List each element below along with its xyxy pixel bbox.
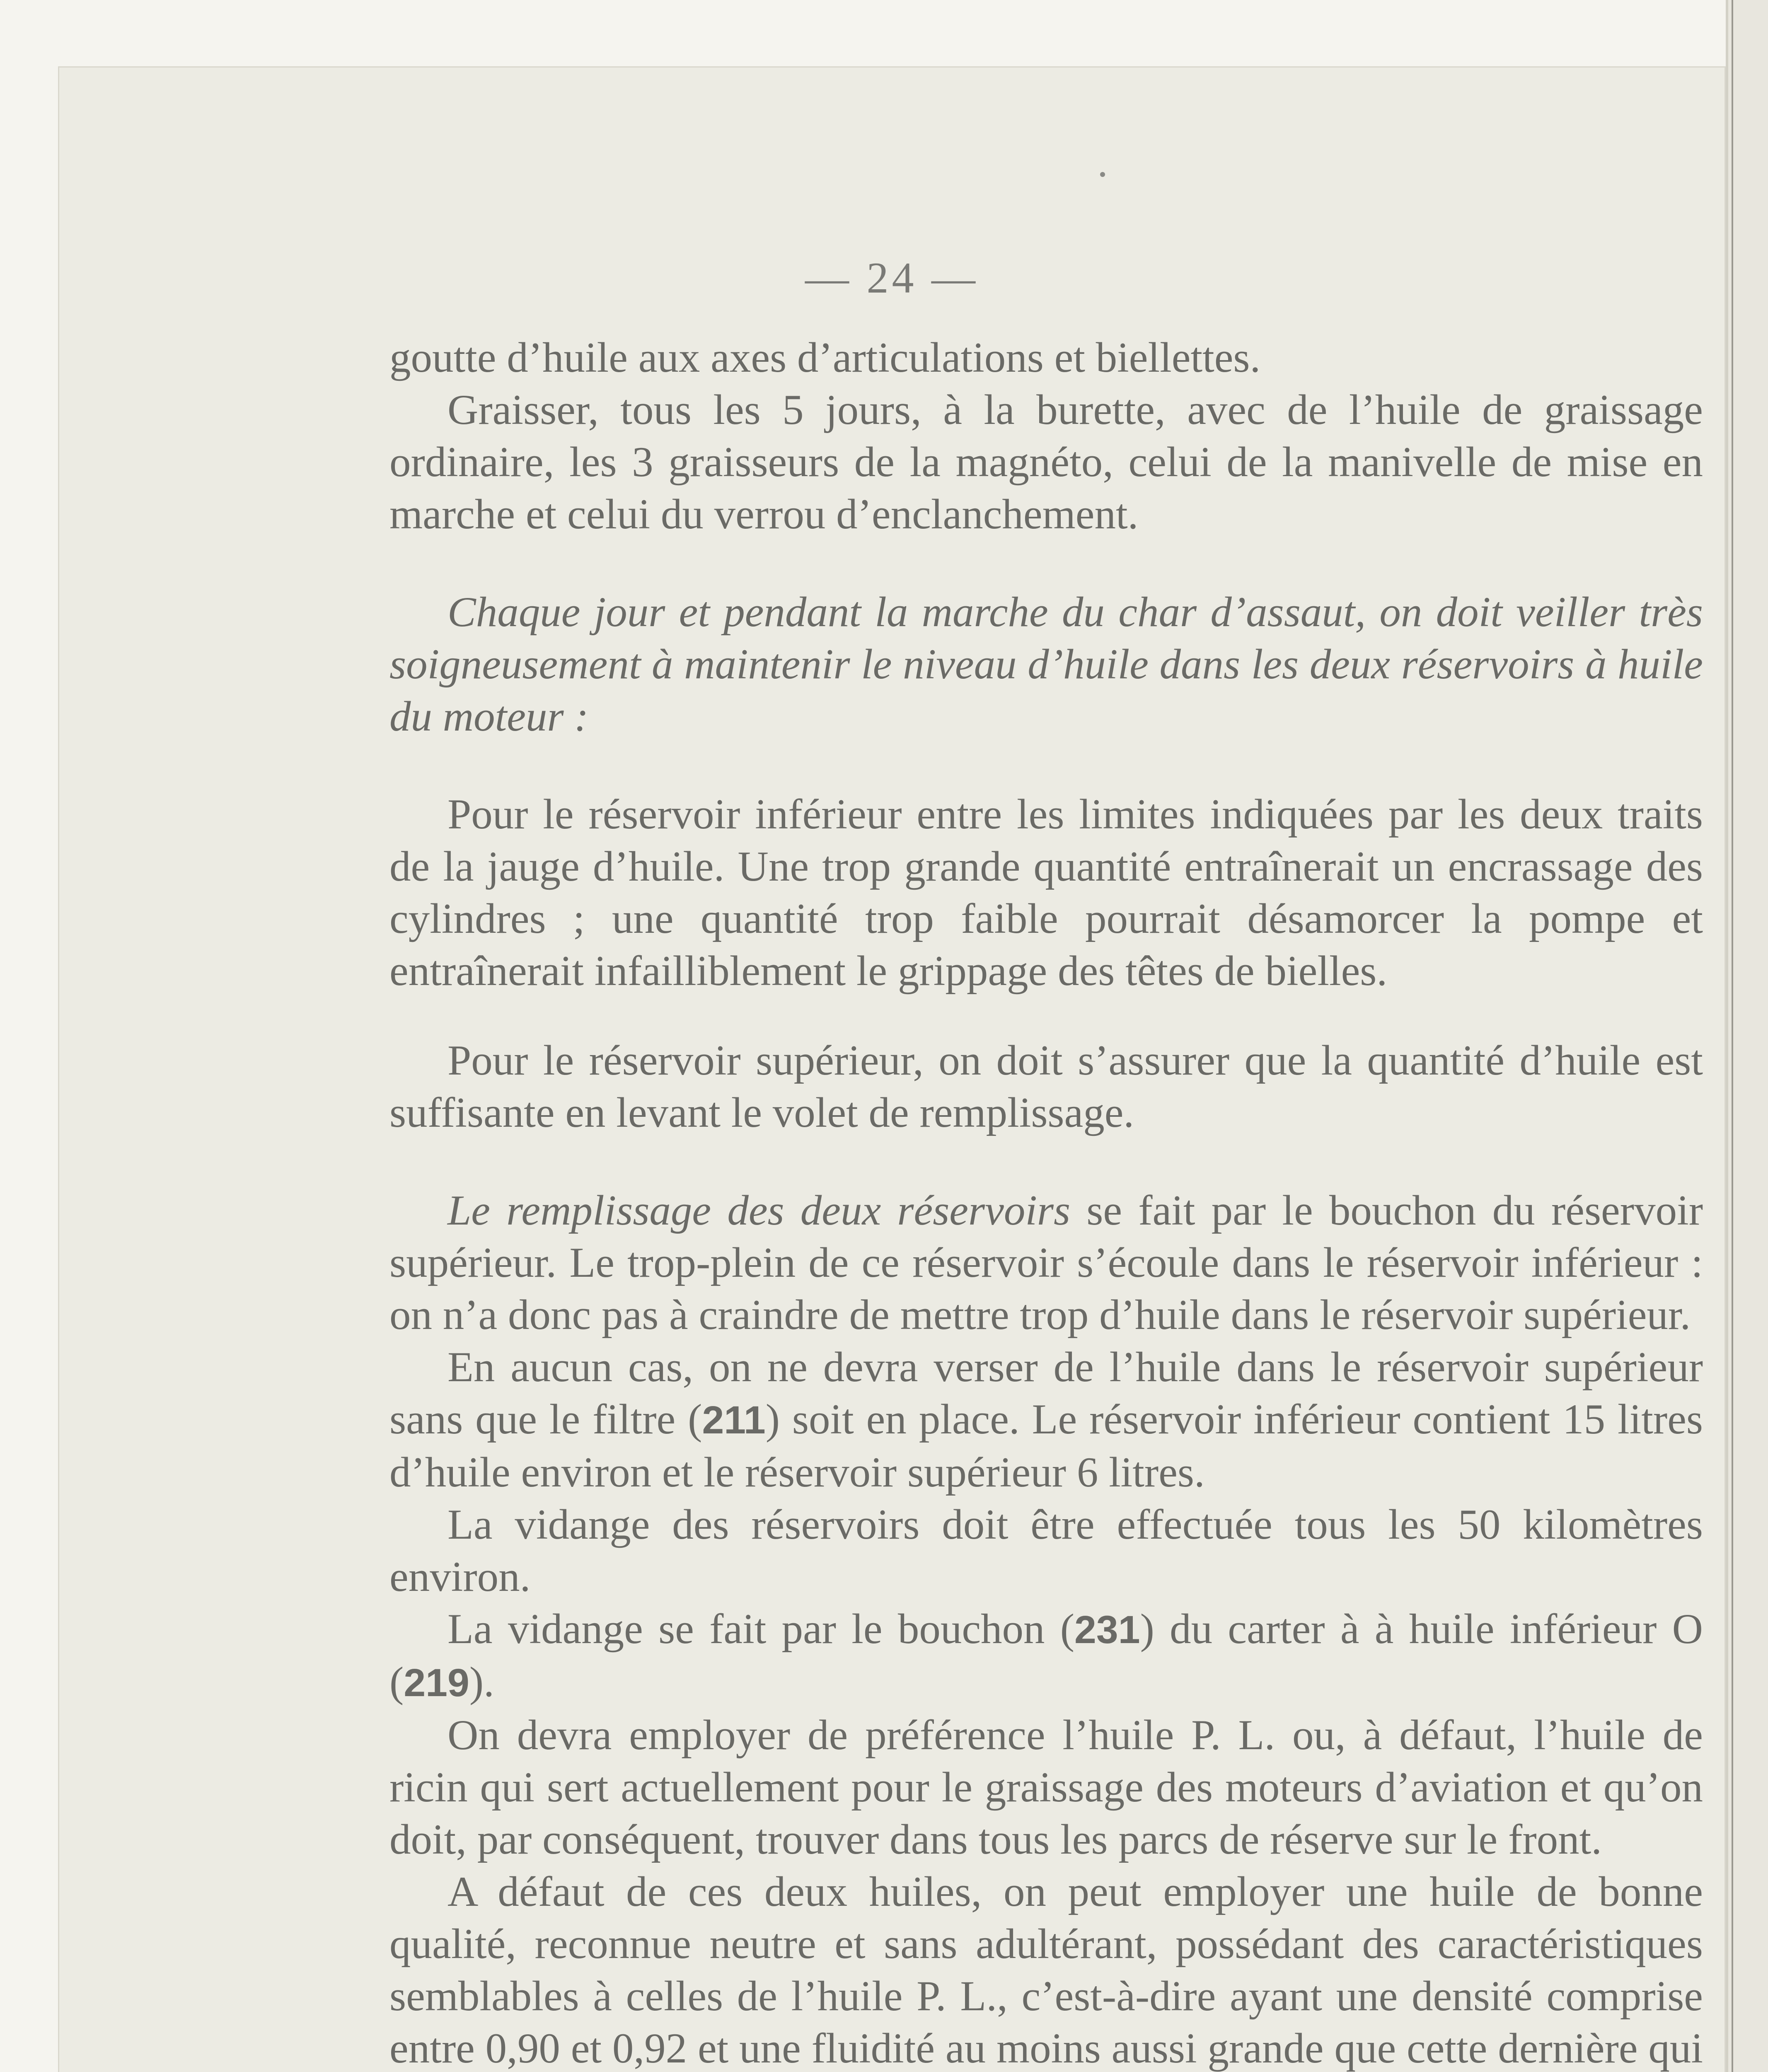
page-edge-line bbox=[1732, 0, 1733, 2072]
paragraph-graisser: Graisser, tous les 5 jours, à la burette, avec de l’huile de graissage ordinaire, les 3 graisseurs de la magnéto, celui de la manivelle de mise en marche et celui du verrou d’enclanchement. bbox=[389, 386, 1703, 538]
paragraph-reservoir-superieur: Pour le réservoir supérieur, on doit s’assurer que la quantité d’huile est suffisante en levant le volet de remplissage. bbox=[389, 1037, 1703, 1136]
vidange-text-b: ) du carter à à huile inférieur O ( bbox=[389, 1605, 1703, 1706]
ref-231: 231 bbox=[1074, 1608, 1140, 1652]
paragraph-vidange-frequence: La vidange des réservoirs doit être effectuée tous les 50 kilomètres environ. bbox=[389, 1501, 1703, 1600]
paragraph-a-defaut: A défaut de ces deux huiles, on peut employer une huile de bonne qualité, reconnue neutre et sans adultérant, possédant des caractéristiques semblables à celles de l’huile P. L., c’est-à-dire ayant une densité comprise entre 0,90 et 0,92 et une fluidité au moins aussi grande que cette dernière qui bbox=[389, 1868, 1703, 2072]
paragraph-reservoir-inferieur: Pour le réservoir inférieur entre les limites indiquées par les deux traits de la jauge d’huile. Une trop grande quantité entraînerait un encrassage des cylindres ; une quantité trop faible pourrait désamorcer la pompe et entraînerait infailliblement le grippage des têtes de bielles. bbox=[389, 791, 1703, 995]
paragraph-continuation: goutte d’huile aux axes d’articulations et biellettes. bbox=[389, 334, 1261, 381]
page-number: — 24 — bbox=[805, 254, 979, 302]
remplissage-heading: Le remplissage des deux réservoirs bbox=[447, 1187, 1071, 1234]
paragraph-huile-pl: On devra employer de préférence l’huile P. L. ou, à défaut, l’huile de ricin qui sert actuellement pour le graissage des moteurs d’aviation et qu’on doit, par conséquent, trouver dans tous les parcs de réserve sur le front. bbox=[389, 1711, 1703, 1863]
paragraph-remplissage bbox=[389, 1184, 1703, 1341]
vidange-text-a: La vidange se fait par le bouchon ( bbox=[447, 1605, 1075, 1653]
paragraph-chaque-jour: Chaque jour et pendant la marche du char d’assaut, on doit veiller très soigneusement à maintenir le niveau d’huile dans les deux réservoirs à huile du moteur : bbox=[389, 588, 1703, 740]
book-page bbox=[58, 66, 1726, 2072]
paragraph-filtre bbox=[389, 1341, 1703, 1498]
filtre-text-a: En aucun cas, on ne devra verser de l’huile dans le réservoir supérieur sans que le filtre ( bbox=[389, 1343, 1703, 1443]
paragraph-vidange-bouchon bbox=[389, 1603, 1703, 1709]
remplissage-text: se fait par le bouchon du réservoir supérieur. Le trop-plein de ce réservoir s’écoule dans le réservoir inférieur : on n’a donc pas à craindre de mettre trop d’huile dans le réservoir supérieur. bbox=[389, 1187, 1703, 1339]
adjacent-page-edge bbox=[1726, 0, 1768, 2072]
body-text bbox=[389, 332, 1703, 2072]
ink-speck bbox=[1100, 172, 1105, 177]
ref-211: 211 bbox=[702, 1398, 766, 1442]
filtre-text-b: ) soit en place. Le réservoir inférieur contient 15 litres d’huile environ et le réservoir supérieur 6 litres. bbox=[389, 1396, 1703, 1496]
ref-219: 219 bbox=[404, 1661, 469, 1705]
vidange-text-c: ). bbox=[469, 1658, 494, 1706]
